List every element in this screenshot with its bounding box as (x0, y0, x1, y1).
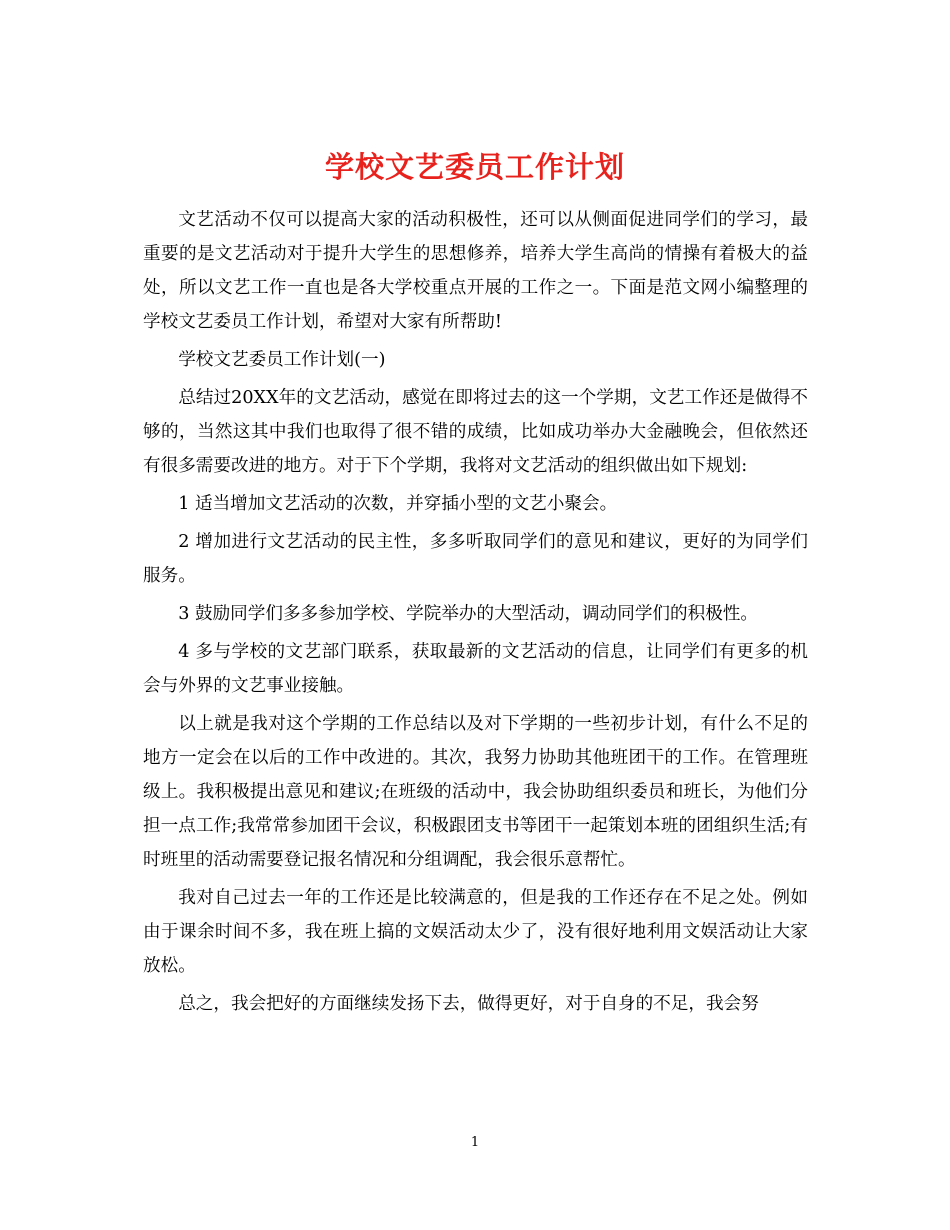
plan-item-1: 1 适当增加文艺活动的次数，并穿插小型的文艺小聚会。 (178, 494, 618, 514)
paragraph-conclusion: 总之，我会把好的方面继续发扬下去，做得更好，对于自身的不足，我会努 (178, 994, 759, 1014)
paragraph-self-assessment: 我对自己过去一年的工作还是比较满意的，但是我的工作还存在不足之处。例如由于课余时间不多，我在班上搞的文娱活动太少了，没有很好地利用文娱活动让大家放松。 (143, 888, 808, 976)
paragraph-intro: 文艺活动不仅可以提高大家的活动积极性，还可以从侧面促进同学们的学习，最重要的是文艺活动对于提升大学生的思想修养，培养大学生高尚的情操有着极大的益处，所以文艺工作一直也是各大学校重点开展的工作之一。下面是范文网小编整理的学校文艺委员工作计划，希望对大家有所帮助! (143, 210, 808, 332)
plan-item-2: 2 增加进行文艺活动的民主性，多多听取同学们的意见和建议，更好的为同学们服务。 (143, 532, 808, 586)
paragraph-summary: 总结过20XX年的文艺活动，感觉在即将过去的这一个学期，文艺工作还是做得不够的，当然这其中我们也取得了很不错的成绩，比如成功举办大金融晚会，但依然还有很多需要改进的地方。对于下个学期，我将对文艺活动的组织做出如下规划: (143, 388, 808, 476)
section-heading: 学校文艺委员工作计划(一) (178, 350, 386, 370)
document-title: 学校文艺委员工作计划 (324, 150, 625, 185)
plan-item-3: 3 鼓励同学们多多参加学校、学院举办的大型活动，调动同学们的积极性。 (178, 604, 758, 624)
document-body (143, 203, 808, 1025)
plan-item-4: 4 多与学校的文艺部门联系，获取最新的文艺活动的信息，让同学们有更多的机会与外界的文艺事业接触。 (143, 642, 808, 696)
paragraph-work-review: 以上就是我对这个学期的工作总结以及对下学期的一些初步计划，有什么不足的地方一定会在以后的工作中改进的。其次，我努力协助其他班团干的工作。在管理班级上。我积极提出意见和建议;在班级的活动中，我会协助组织委员和班长，为他们分担一点工作;我常常参加团干会议，积极跟团支书等团干一起策划本班的团组织生活;有时班里的活动需要登记报名情况和分组调配，我会很乐意帮忙。 (143, 714, 808, 870)
page-number: 1 (470, 1135, 480, 1150)
